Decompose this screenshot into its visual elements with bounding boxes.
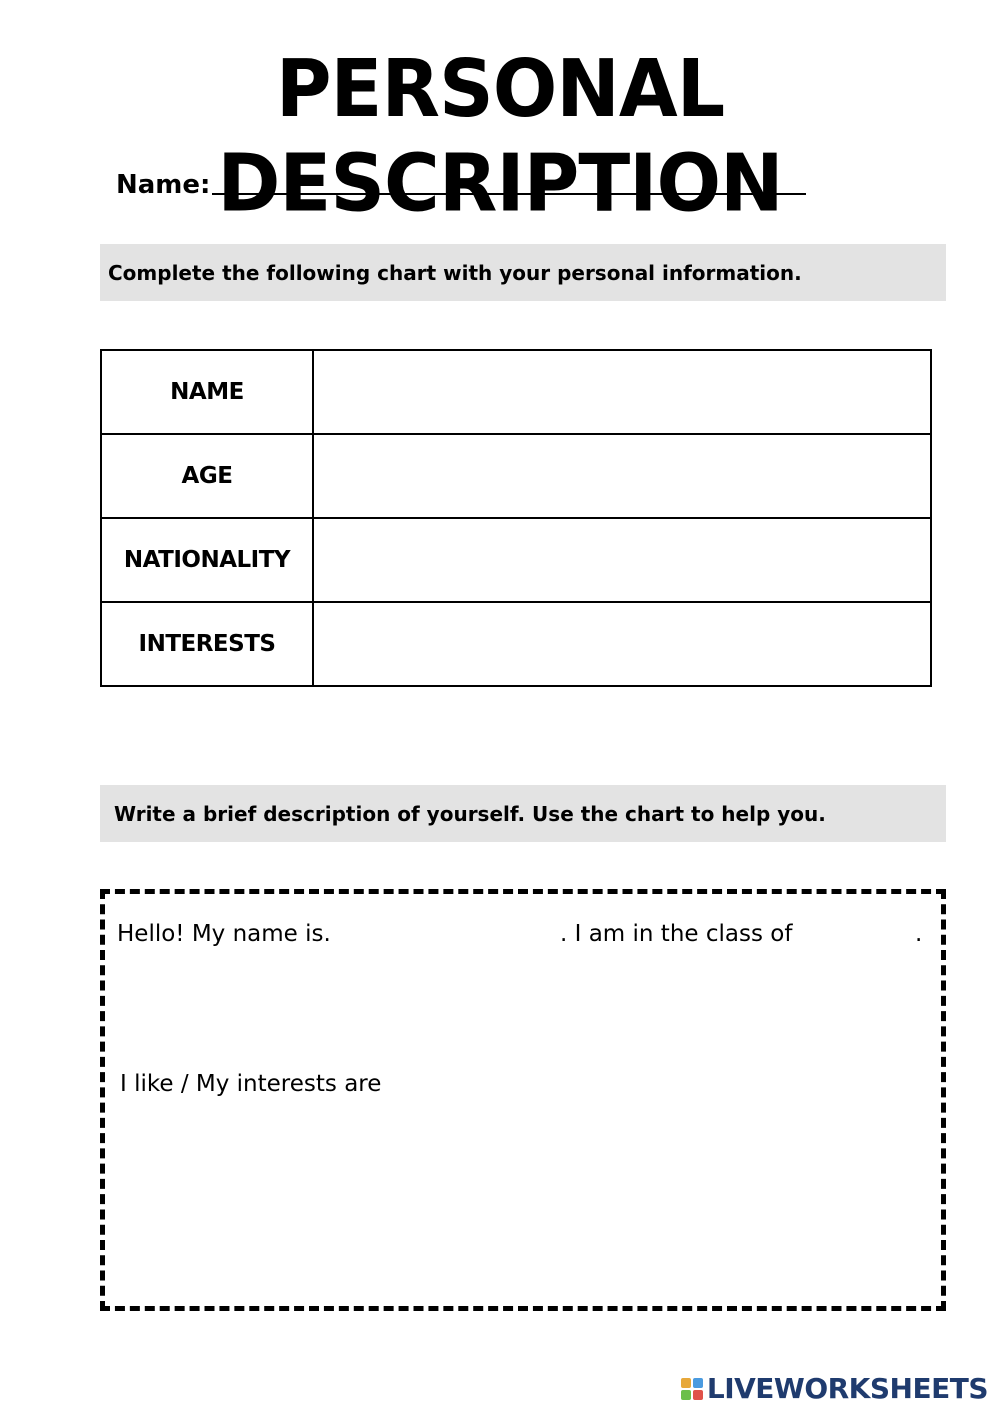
chart-answer-nationality[interactable] [313, 518, 931, 602]
description-line-interests: I like / My interests are [120, 1071, 382, 1097]
page-title: PERSONAL DESCRIPTION [217, 41, 783, 230]
chart-answer-age[interactable] [313, 434, 931, 518]
chart-answer-interests[interactable] [313, 602, 931, 686]
description-instruction: Write a brief description of yourself. Use the chart to help you. [100, 785, 946, 842]
liveworksheets-logo-icon [681, 1378, 703, 1400]
chart-row-nationality [101, 518, 931, 602]
description-line-end: . [915, 921, 923, 947]
brand-name: LIVEWORKSHEETS [706, 1372, 988, 1405]
chart-label-interests: INTERESTS [101, 602, 313, 686]
chart-row-interests [101, 602, 931, 686]
chart-label-name: NAME [101, 350, 313, 434]
chart-instruction: Complete the following chart with your personal information. [100, 244, 946, 301]
student-name-line [116, 162, 806, 202]
chart-label-age: AGE [101, 434, 313, 518]
chart-answer-name[interactable] [313, 350, 931, 434]
chart-row-age [101, 434, 931, 518]
personal-info-chart [100, 349, 932, 687]
description-box[interactable] [100, 889, 946, 1311]
description-line-intro: Hello! My name is. [117, 921, 331, 947]
chart-row-name [101, 350, 931, 434]
chart-label-nationality: NATIONALITY [101, 518, 313, 602]
name-blank-field[interactable] [212, 193, 806, 195]
name-label: Name: [116, 170, 211, 200]
description-line-class: . I am in the class of [560, 921, 793, 947]
liveworksheets-brand [681, 1372, 988, 1405]
